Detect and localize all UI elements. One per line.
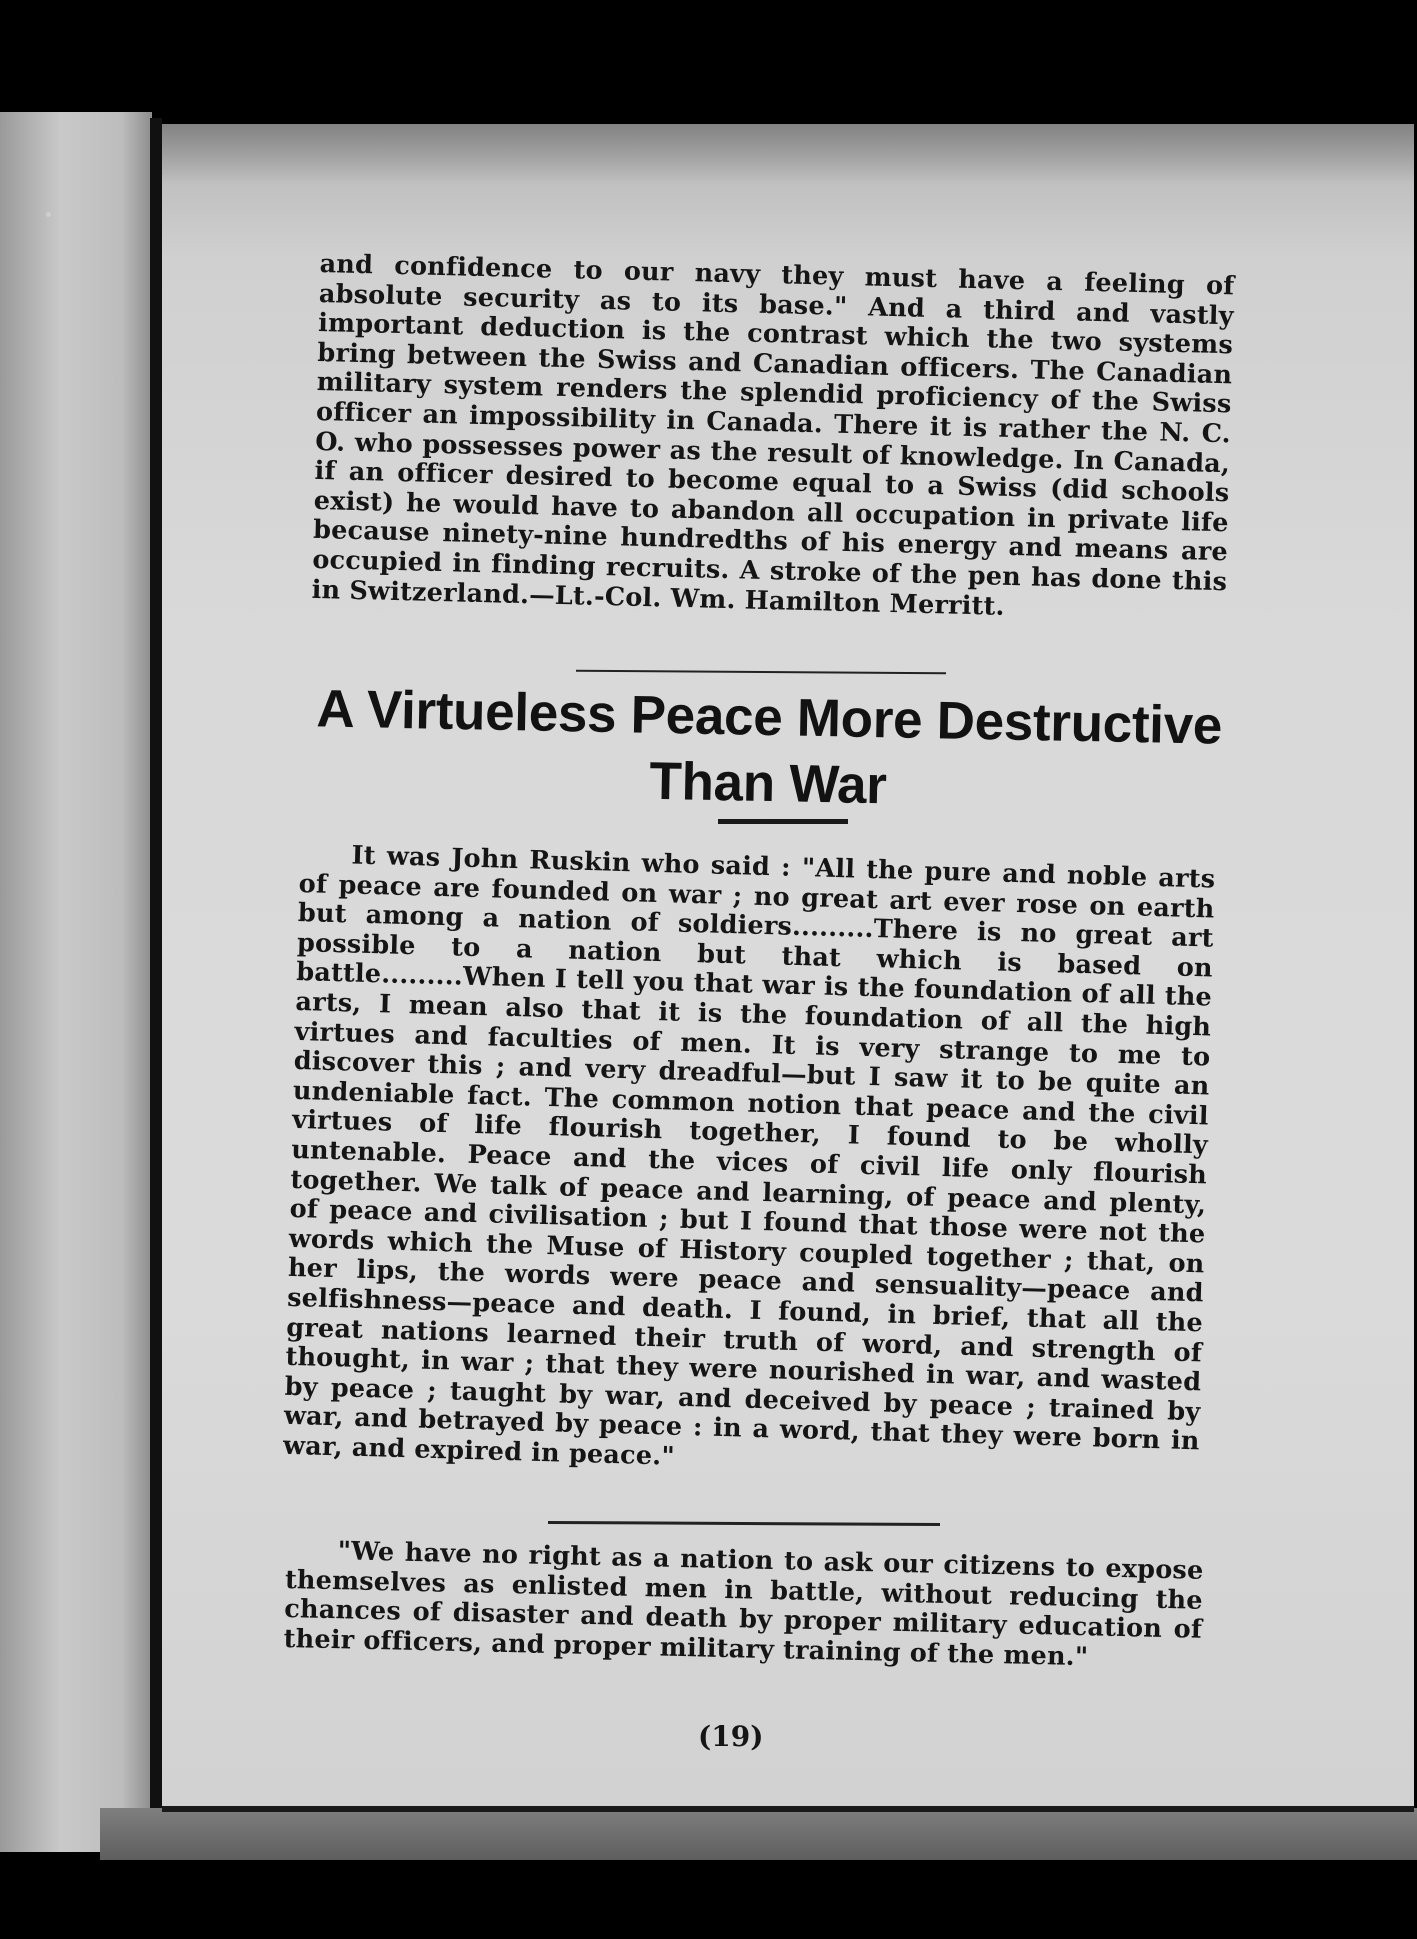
ruskin-quote-paragraph: It was John Ruskin who said : "All the pure and noble arts of peace are founded on war ; no great art ever rose on earth but among a nation of soldiers.........There is no great art possible to a nation but that which is based on battle.........When I tell you that war is the foundation of all the arts, I mean also that it is the foundation of all the high virtues and faculties of men. It is very strange to me to discover this ; and very dreadful—but I saw it to be quite an undeniable fact. The common notion that peace and the civil virtues of life flourish together, I found to be wholly untenable. Peace and the vices of civil life only flourish together. We talk of peace and learning, of peace and plenty, of peace and civilisation ; but I found that those were not the words which the Muse of History coupled together ; that, on her lips, the words were peace and sensuality—peace and selfishness—peace and death. I found, in brief, that all the great nations learned their truth of word, and strength of thought, in war ; that they were nourished in war, and wasted by peace ; taught by war, and deceived by peace ; trained by war, and betrayed by peace : in a word, that they were born in war, and expired in peace."	[282, 840, 1216, 1472]
binding-gutter	[150, 118, 162, 1828]
page-top-shadow	[162, 124, 1414, 184]
page-number: (19)	[698, 1720, 764, 1753]
article-headline: A Virtueless Peace More Destructive Than War	[315, 679, 1223, 816]
page-bottom-border	[162, 1806, 1414, 1812]
bottom-edge	[100, 1808, 1417, 1860]
facing-page-edge	[0, 112, 152, 1852]
headline-underline	[718, 819, 848, 824]
closing-quote-paragraph: "We have no right as a nation to ask our citizens to expose themselves as enlisted men in battle, without reducing the chances of disaster and death by proper military education of their officers, and proper military training of the men."	[283, 1536, 1204, 1673]
continued-paragraph: and confidence to our navy they must have a feeling of absolute security as to its base." And a third and vastly important deduction is the contrast which the two systems bring between the Swiss and Canadian officers. The Canadian military system renders the splendid proficiency of the Swiss officer an impossibility in Canada. There it is rather the N. C. O. who possesses power as the result of knowledge. In Canada, if an officer desired to become equal to a Swiss (did schools exist) he would have to abandon all occupation in private life because ninety-nine hundredths of his energy and means are occupied in finding recruits. A stroke of the pen has done this in Switzerland.—Lt.-Col. Wm. Hamilton Merritt.	[311, 249, 1235, 622]
speck	[46, 212, 51, 217]
